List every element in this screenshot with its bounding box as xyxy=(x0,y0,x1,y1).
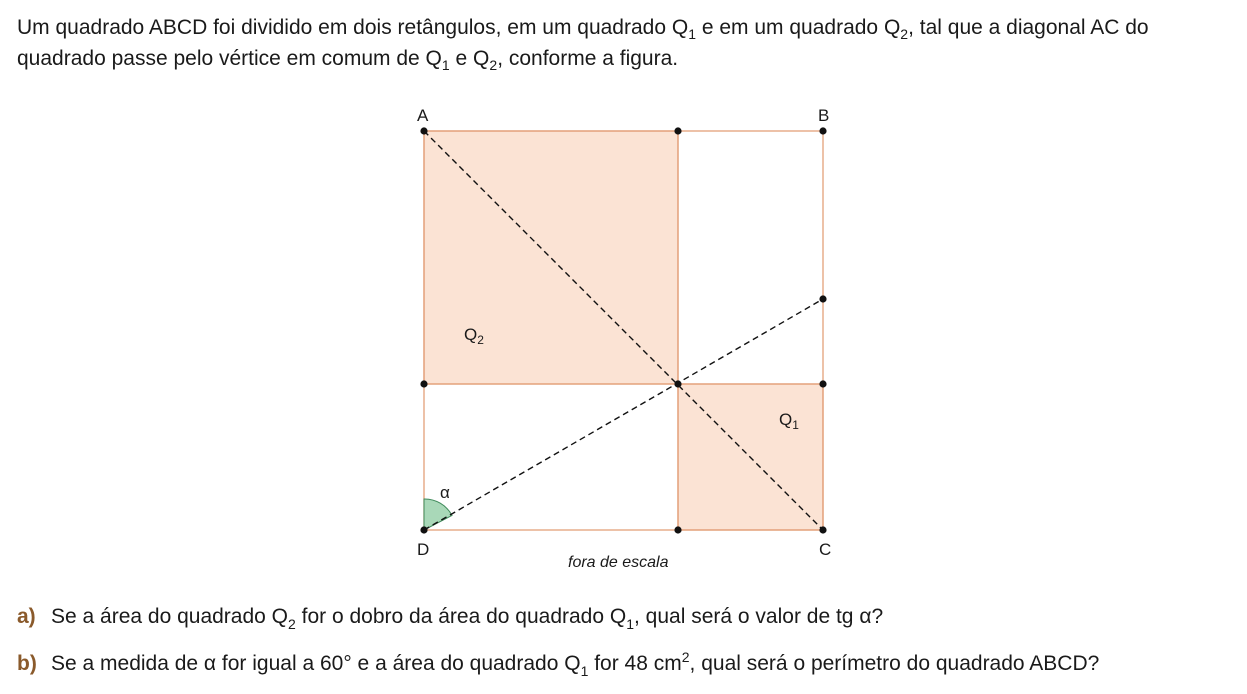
question-b-text-1: Se a medida de α for igual a 60° e a área do quadrado Q xyxy=(51,652,581,675)
point-right-mid xyxy=(819,380,826,387)
label-c: C xyxy=(819,540,832,559)
intro-text-2: e em um quadrado Q xyxy=(696,16,901,39)
label-a: A xyxy=(417,106,429,125)
question-a-sub-1: 2 xyxy=(288,616,296,632)
question-a-text-3: , qual será o valor de tg α? xyxy=(634,605,884,628)
label-q1-sub: 1 xyxy=(792,418,799,432)
intro-text-4: e Q xyxy=(449,47,490,70)
intro-sub-1: 1 xyxy=(688,26,696,42)
label-b: B xyxy=(818,106,830,125)
label-q2-base: Q xyxy=(464,325,478,344)
question-a-text-1: Se a área do quadrado Q xyxy=(51,605,289,628)
intro-sub-4: 2 xyxy=(489,57,498,73)
point-right-upper xyxy=(819,295,826,302)
point-bottom-mid xyxy=(674,526,681,533)
question-b-letter: b) xyxy=(17,652,37,675)
question-a-letter: a) xyxy=(17,605,36,628)
point-d xyxy=(420,526,427,533)
point-a xyxy=(420,127,427,134)
question-b-text-3: , qual será o perímetro do quadrado ABCD? xyxy=(689,652,1100,675)
question-b-text-2: for 48 cm xyxy=(588,652,682,675)
question-b-sup: 2 xyxy=(681,649,690,665)
intro-sub-3: 1 xyxy=(441,57,450,73)
question-a xyxy=(17,603,883,631)
label-q2-sub: 2 xyxy=(477,333,484,347)
point-top-mid xyxy=(674,127,681,134)
angle-alpha-sector xyxy=(424,499,452,530)
question-b-sub-1: 1 xyxy=(580,663,589,679)
label-alpha: α xyxy=(440,483,450,502)
intro-text-3: , tal que a diagonal AC do quadrado passe pelo vértice em comum de Q xyxy=(17,16,1149,70)
point-c xyxy=(819,526,826,533)
question-b xyxy=(17,650,1099,678)
intro-text-5: , conforme a figura. xyxy=(497,47,679,70)
point-b xyxy=(819,127,826,134)
point-left-mid xyxy=(420,380,427,387)
question-a-sub-2: 1 xyxy=(626,616,635,632)
label-d: D xyxy=(417,540,430,559)
point-center xyxy=(674,380,681,387)
label-q1-base: Q xyxy=(779,410,793,429)
intro-text-1: Um quadrado ABCD foi dividido em dois retângulos, em um quadrado Q xyxy=(17,16,689,39)
figure-caption: fora de escala xyxy=(568,554,669,571)
intro-sub-2: 2 xyxy=(900,26,909,42)
question-a-text-2: for o dobro da área do quadrado Q xyxy=(295,605,627,628)
